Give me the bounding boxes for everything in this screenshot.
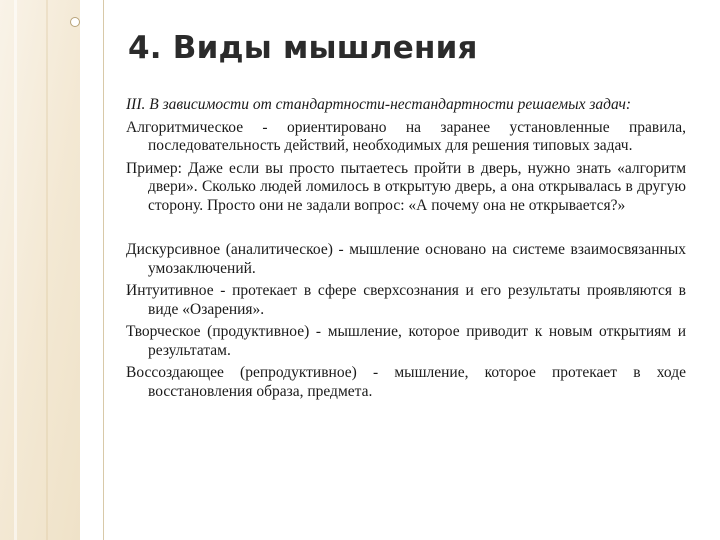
paragraph-algorithmic: Алгоритмическое - ориентировано на заранее установленные правила, последовательность действий, необходимых для решения типовых задач. (126, 118, 686, 154)
side-panel-shadow (46, 0, 48, 540)
circle-ornament-icon (70, 17, 80, 27)
decorative-side-panel (0, 0, 80, 540)
slide-title: 4. Виды мышления (128, 30, 478, 66)
paragraph-creative: Творческое (продуктивное) - мышление, которое приводит к новым открытиям и результатам. (126, 323, 686, 359)
vertical-divider (103, 0, 104, 540)
paragraph-intuitive: Интуитивное - протекает в сфере сверхсознания и его результаты проявляются в виде «Озарения». (126, 282, 686, 318)
slide-body (126, 96, 686, 405)
side-panel-highlight (14, 0, 17, 540)
paragraph-discursive: Дискурсивное (аналитическое) - мышление основано на системе взаимосвязанных умозаключений. (126, 241, 686, 277)
section-heading: III. В зависимости от стандартности-нестандартности решаемых задач: (126, 96, 632, 113)
paragraph-reproductive: Воссоздающее (репродуктивное) - мышление, которое протекает в ходе восстановления образа, предмета. (126, 364, 686, 400)
paragraph-example: Пример: Даже если вы просто пытаетесь пройти в дверь, нужно знать «алгоритм двери». Сколько людей ломилось в открытую дверь, а она открывалась в другую сторону. Просто они не задали вопрос: «А почему она не открывается?» (126, 159, 686, 214)
side-panel-fold (0, 0, 80, 540)
